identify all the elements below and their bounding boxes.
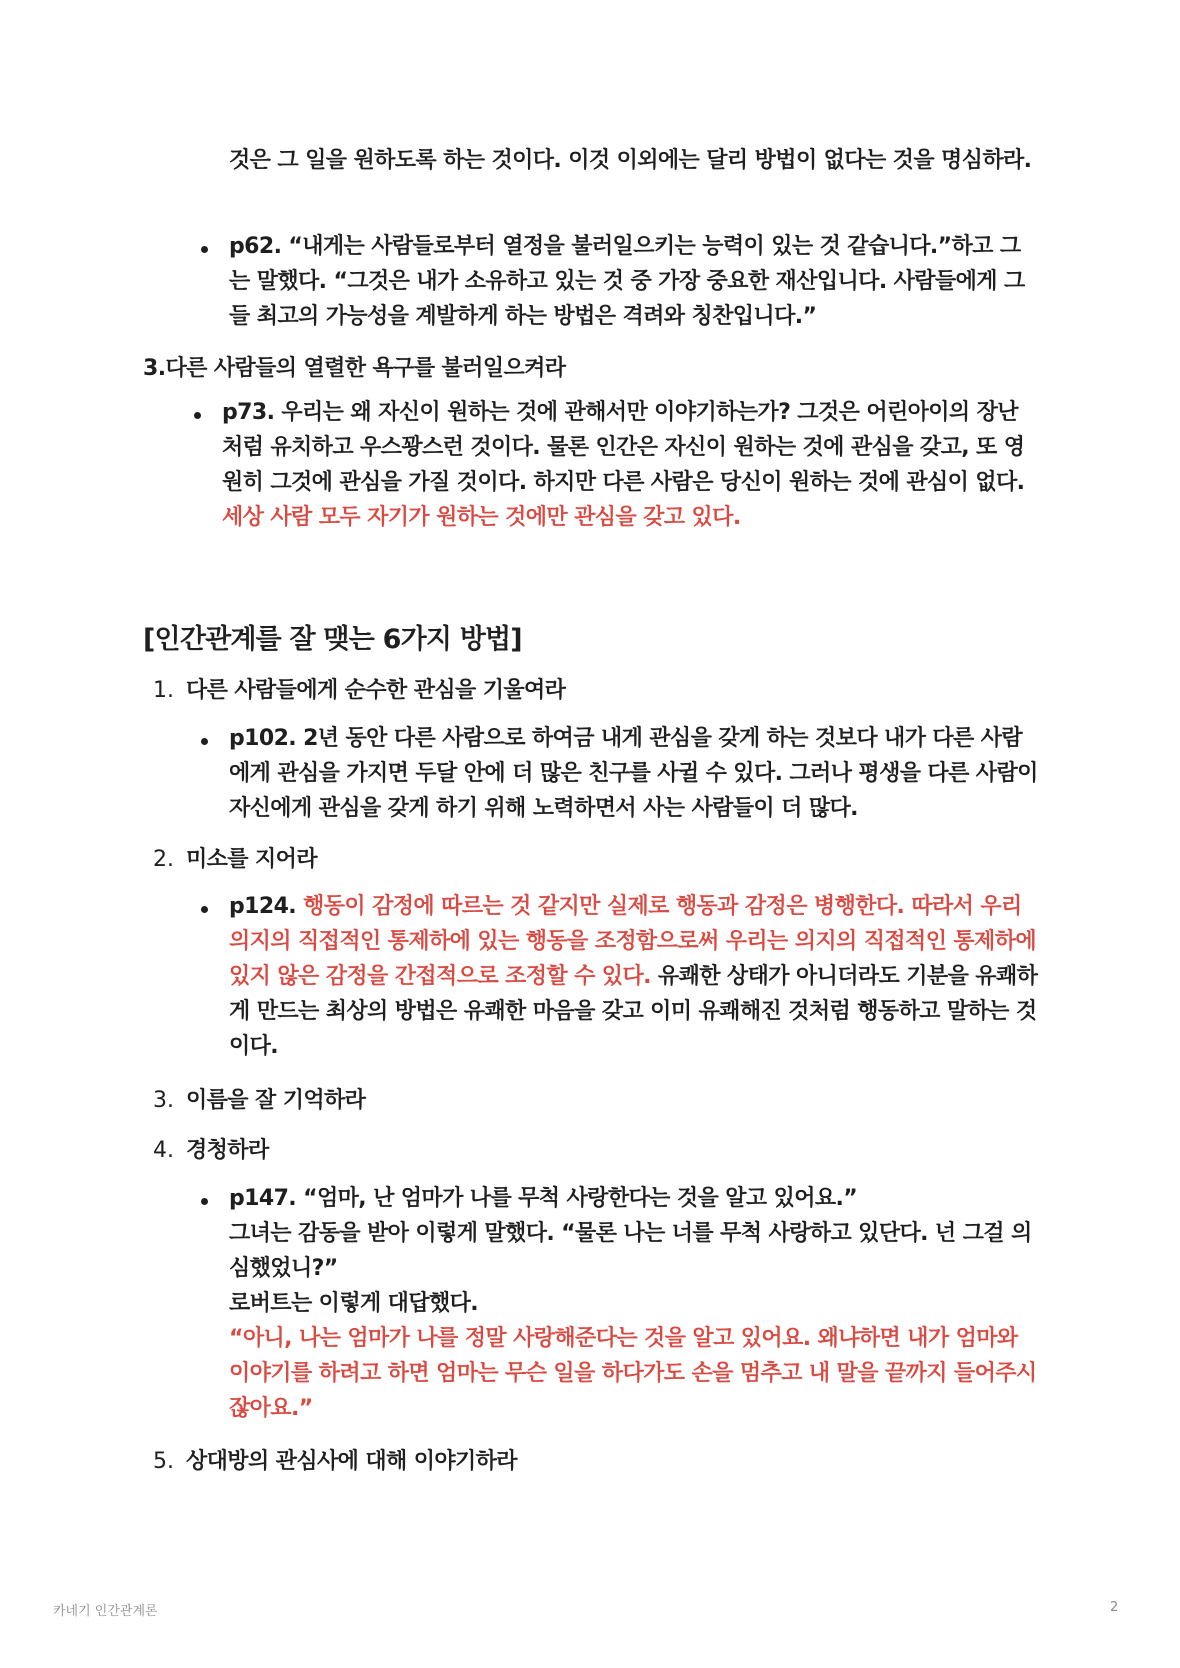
bullet-dot: [201, 738, 208, 745]
list-number: 3.: [153, 1088, 174, 1113]
list-item-title: [186, 1133, 1036, 1168]
list-number: 5.: [153, 1449, 174, 1474]
quote-p102: [229, 721, 1041, 826]
page-number: 2: [1110, 1600, 1119, 1615]
list-item-title: [186, 673, 1036, 708]
list-item-title: [186, 1083, 1036, 1118]
bullet-dot: [201, 246, 208, 253]
quote-p62: [229, 229, 1034, 334]
quote-p73: [222, 395, 1034, 535]
bullet-dot: [194, 412, 201, 419]
section-title: [143, 351, 1043, 386]
paragraph-continuation-text: 것은 그 일을 원하도록 하는 것이다. 이것 이외에는 달리 방법이 없다는 것을 명심하라.: [229, 148, 1032, 173]
bullet-dot: [201, 1198, 208, 1205]
list-item-title: [186, 1444, 1036, 1479]
bullet-dot: [201, 906, 208, 913]
list-item-title-text: 미소를 지어라: [186, 847, 317, 872]
quote-p124-rest: 유쾌한 상태가 아니더라도 기분을 유쾌하게 만드는 최상의 방법은 유쾌한 마음을 갖고 이미 유쾌해진 것처럼 행동하고 말하는 것이다.: [229, 964, 1038, 1059]
section-title-text: 3.다른 사람들의 열렬한 욕구를 불러일으켜라: [143, 356, 566, 381]
quote-p73-highlight: 세상 사람 모두 자기가 원하는 것에만 관심을 갖고 있다.: [222, 505, 741, 530]
quote-p102-text: p102. 2년 동안 다른 사람으로 하여금 내게 관심을 갖게 하는 것보다 내가 다른 사람에게 관심을 가지면 두달 안에 더 많은 친구를 사귈 수 있다. 그러나 평생을 다른 사람이 자신에게 관심을 갖게 하기 위해 노력하면서 사는 사람들이 더 많다.: [229, 726, 1038, 821]
quote-p124: [229, 889, 1041, 1064]
footer-title: 카네기 인간관계론: [53, 1604, 158, 1619]
list-number: 2.: [153, 847, 174, 872]
quote-p147-line1: p147. “엄마, 난 엄마가 나를 무척 사랑한다는 것을 알고 있어요.”: [229, 1186, 858, 1211]
list-item-title: [186, 842, 1036, 877]
list-item-title-text: 다른 사람들에게 순수한 관심을 기울여라: [186, 678, 566, 703]
list-item-title-text: 상대방의 관심사에 대해 이야기하라: [186, 1449, 517, 1474]
quote-p124-highlight: 행동이 감정에 따르는 것 같지만 실제로 행동과 감정은 병행한다. 따라서 우리 의지의 직접적인 통제하에 있는 행동을 조정함으로써 우리는 의지의 직접적인 통제하에 있지 않은 감정을 간접적으로 조정할 수 있다.: [229, 894, 1037, 989]
quote-p147-line3: 로버트는 이렇게 대답했다.: [229, 1291, 479, 1316]
quote-p147: [229, 1181, 1039, 1426]
quote-p62-text: p62. “내게는 사람들로부터 열정을 불러일으키는 능력이 있는 것 같습니다.”하고 그는 말했다. “그것은 내가 소유하고 있는 것 중 가장 중요한 재산입니다. 사람들에게 그들 최고의 가능성을 계발하게 하는 방법은 격려와 칭찬입니다.”: [229, 234, 1025, 329]
quote-p73-text: p73. 우리는 왜 자신이 원하는 것에 관해서만 이야기하는가? 그것은 어린아이의 장난처럼 유치하고 우스꽝스런 것이다. 물론 인간은 자신이 원하는 것에 관심을 갖고, 또 영원히 그것에 관심을 가질 것이다. 하지만 다른 사람은 당신이 원하는 것에 관심이 없다.: [222, 400, 1025, 495]
paragraph-continuation: [229, 143, 1039, 178]
quote-p147-highlight: “아니, 나는 엄마가 나를 정말 사랑해준다는 것을 알고 있어요. 왜냐하면 내가 엄마와 이야기를 하려고 하면 엄마는 무슨 일을 하다가도 손을 멈추고 내 말을 끝까지 들어주시잖아요.”: [229, 1326, 1037, 1421]
quote-p147-line2: 그녀는 감동을 받아 이렇게 말했다. “물론 나는 너를 무척 사랑하고 있단다. 넌 그걸 의심했었니?”: [229, 1221, 1032, 1281]
section-heading: [인간관계를 잘 맺는 6가지 방법]: [143, 624, 522, 655]
list-item-title-text: 이름을 잘 기억하라: [186, 1088, 366, 1113]
list-number: 1.: [153, 678, 174, 703]
list-item-title-text: 경청하라: [186, 1138, 269, 1163]
list-number: 4.: [153, 1138, 174, 1163]
quote-p124-label: p124.: [229, 894, 297, 919]
